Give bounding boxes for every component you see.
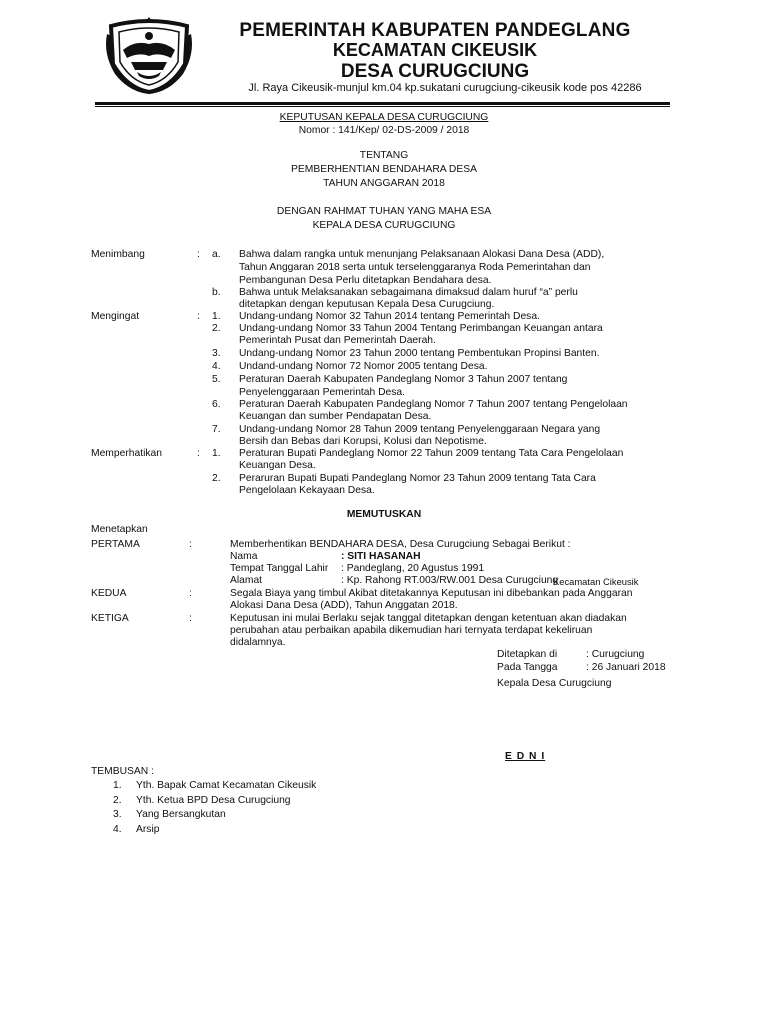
alamat-value: : Kp. Rahong RT.003/RW.001 Desa Curugciung <box>341 575 559 586</box>
decree-subject-line2: TAHUN ANGGARAN 2018 <box>323 178 445 189</box>
tembusan-num-1: 1. <box>113 780 122 791</box>
ketiga-line3: didalamnya. <box>230 637 286 648</box>
nama-label: Nama <box>230 551 258 562</box>
memperhatikan-num-1: 1. <box>212 448 221 459</box>
mengingat-num-3: 3. <box>212 348 221 359</box>
signer-name: E D N I <box>505 751 546 762</box>
menimbang-b-line1: Bahwa untuk Melaksanakan sebagaimana dimaksud dalam huruf “a” perlu <box>239 287 578 298</box>
tembusan-num-3: 3. <box>113 809 122 820</box>
menimbang-colon: : <box>197 249 200 260</box>
tembusan-item-2: Yth. Ketua BPD Desa Curugciung <box>136 795 291 806</box>
decree-rahmat: DENGAN RAHMAT TUHAN YANG MAHA ESA <box>276 206 492 217</box>
mengingat-3-line1: Undang-undang Nomor 23 Tahun 2000 tentang Pembentukan Propinsi Banten. <box>239 348 600 359</box>
header-divider-thin <box>95 106 670 107</box>
mengingat-num-2: 2. <box>212 323 221 334</box>
decree-subject-line1: PEMBERHENTIAN BENDAHARA DESA <box>291 164 477 175</box>
decree-title: KEPUTUSAN KEPALA DESA CURUGCIUNG <box>279 112 489 123</box>
memutuskan-heading: MEMUTUSKAN <box>346 509 422 520</box>
mengingat-num-7: 7. <box>212 424 221 435</box>
menimbang-a-line1: Bahwa dalam rangka untuk menunjang Pelaksanaan Alokasi Dana Desa (ADD), <box>239 249 605 260</box>
kedua-line1: Segala Biaya yang timbul Akibat ditetakannya Keputusan ini dibebankan pada Anggaran <box>230 588 633 599</box>
decree-tentang: TENTANG <box>359 150 409 161</box>
menimbang-a-line3: Pembangunan Desa Perlu ditetapkan Bendahara desa. <box>239 275 492 286</box>
pertama-colon: : <box>189 539 192 550</box>
mengingat-5-line1: Peraturan Daerah Kabupaten Pandeglang Nomor 3 Tahun 2007 tentang <box>239 374 568 385</box>
memperhatikan-colon: : <box>197 448 200 459</box>
signer-title: Kepala Desa Curugciung <box>497 678 612 689</box>
ketiga-line2: perubahan atau perbaikan apabila dikemudian hari ternyata terdapat kekeliruan <box>230 625 593 636</box>
mengingat-4-line1: Undand-undang Nomor 72 Nomor 2005 tentang Desa. <box>239 361 488 372</box>
mengingat-label: Mengingat <box>91 311 140 322</box>
mengingat-num-6: 6. <box>212 399 221 410</box>
tembusan-num-4: 4. <box>113 824 122 835</box>
mengingat-7-line2: Bersih dan Bebas dari Korupsi, Kolusi dan Nepotisme. <box>239 436 487 447</box>
memperhatikan-label: Memperhatikan <box>91 448 162 459</box>
mengingat-7-line1: Undang-undang Nomor 28 Tahun 2009 tentang Penyelenggaraan Negara yang <box>239 424 601 435</box>
decree-kepala: KEPALA DESA CURUGCIUNG <box>312 220 456 231</box>
ketiga-colon: : <box>189 613 192 624</box>
header-divider-thick <box>95 102 670 105</box>
mengingat-num-5: 5. <box>212 374 221 385</box>
header-village: DESA CURUGCIUNG <box>340 61 530 82</box>
memperhatikan-2-line1: Peraruran Bupati Bupati Pandeglang Nomor 23 Tahun 2009 tentang Tata Cara <box>239 473 596 484</box>
memperhatikan-1-line2: Keuangan Desa. <box>239 460 316 471</box>
mengingat-colon: : <box>197 311 200 322</box>
ketiga-line1: Keputusan ini mulai Berlaku sejak tanggal ditetapkan dengan ketentuan akan diadakan <box>230 613 627 624</box>
menimbang-a-line2: Tahun Anggaran 2018 serta untuk terselenggaranya Roda Pemerintahan dan <box>239 262 591 273</box>
ditetapkan-label: Ditetapkan di <box>497 649 558 660</box>
mengingat-6-line1: Peraturan Daerah Kabupaten Pandeglang Nomor 7 Tahun 2007 tentang Pengelolaan <box>239 399 628 410</box>
pertama-text: Memberhentikan BENDAHARA DESA, Desa Curugciung Sebagai Berikut : <box>230 539 571 550</box>
menimbang-b-line2: ditetapkan dengan keputusan Kepala Desa Curugciung. <box>239 299 495 310</box>
menetapkan-label: Menetapkan <box>91 524 148 535</box>
mengingat-5-line2: Penyelenggaraan Pemerintah Desa. <box>239 387 406 398</box>
memperhatikan-num-2: 2. <box>212 473 221 484</box>
tanggal-value: : 26 Januari 2018 <box>586 662 666 673</box>
mengingat-2-line1: Undang-undang Nomor 33 Tahun 2004 Tentang Perimbangan Keuangan antara <box>239 323 603 334</box>
ditetapkan-value: : Curugciung <box>586 649 645 660</box>
tembusan-num-2: 2. <box>113 795 122 806</box>
mengingat-2-line2: Pemerintah Pusat dan Pemerintah Daerah. <box>239 335 436 346</box>
nama-value: : SITI HASANAH <box>341 551 421 562</box>
tanggal-label: Pada Tangga <box>497 662 558 673</box>
kedua-colon: : <box>189 588 192 599</box>
header-address: Jl. Raya Cikeusik-munjul km.04 kp.sukatani curugciung-cikeusik kode pos 42286 <box>248 82 642 94</box>
header-district: KECAMATAN CIKEUSIK <box>332 40 538 60</box>
ketiga-label: KETIGA <box>91 613 129 624</box>
mengingat-6-line2: Keuangan dan sumber Pendapatan Desa. <box>239 411 432 422</box>
menimbang-num-a: a. <box>212 249 221 260</box>
tembusan-item-1: Yth. Bapak Camat Kecamatan Cikeusik <box>136 780 317 791</box>
regency-emblem-logo <box>101 14 197 94</box>
ttl-value: : Pandeglang, 20 Agustus 1991 <box>341 563 485 574</box>
mengingat-num-1: 1. <box>212 311 221 322</box>
memperhatikan-1-line1: Peraturan Bupati Pandeglang Nomor 22 Tahun 2009 tentang Tata Cara Pengelolaan <box>239 448 624 459</box>
mengingat-1-line1: Undang-undang Nomor 32 Tahun 2014 tentang Pemerintah Desa. <box>239 311 540 322</box>
menimbang-label: Menimbang <box>91 249 145 260</box>
tembusan-item-4: Arsip <box>136 824 160 835</box>
menimbang-num-b: b. <box>212 287 221 298</box>
memperhatikan-2-line2: Pengelolaan Kekayaan Desa. <box>239 485 375 496</box>
ttl-label: Tempat Tanggal Lahir <box>230 563 329 574</box>
tembusan-item-3: Yang Bersangkutan <box>136 809 226 820</box>
header-government: PEMERINTAH KABUPATEN PANDEGLANG <box>239 20 631 41</box>
mengingat-num-4: 4. <box>212 361 221 372</box>
decree-number: Nomor : 141/Kep/ 02-DS-2009 / 2018 <box>298 125 470 136</box>
pertama-label: PERTAMA <box>91 539 140 550</box>
alamat-kecamatan: Kecamatan Cikeusik <box>553 576 639 587</box>
alamat-label: Alamat <box>230 575 263 586</box>
kedua-line2: Alokasi Dana Desa (ADD), Tahun Anggatan 2018. <box>230 600 458 611</box>
kedua-label: KEDUA <box>91 588 127 599</box>
tembusan-label: TEMBUSAN : <box>91 766 154 777</box>
